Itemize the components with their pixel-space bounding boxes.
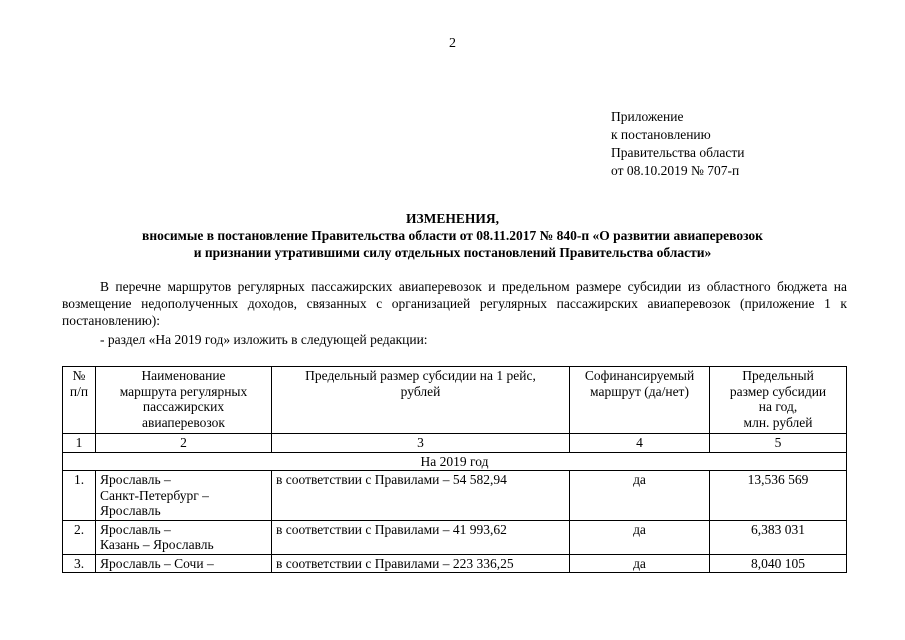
- table-row: [63, 471, 847, 521]
- row-subsidy: в соответствии с Правилами – 54 582,94: [272, 471, 570, 521]
- row-annual-subsidy: 13,536 569: [710, 471, 847, 521]
- row-route-text: Ярославль – Сочи –: [100, 555, 214, 571]
- row-annual-subsidy: 6,383 031: [710, 520, 847, 554]
- table-row: [63, 520, 847, 554]
- row-cofinanced: да: [570, 471, 710, 521]
- column-number: 2: [96, 434, 272, 453]
- header-subsidy-per-flight-text: Предельный размер субсидии на 1 рейс, рублей: [305, 368, 536, 399]
- table-header-row: [63, 367, 847, 434]
- row-subsidy: в соответствии с Правилами – 223 336,25: [272, 554, 570, 573]
- appendix-line: Правительства области: [611, 145, 745, 160]
- header-route-name-text: Наименование маршрута регулярных пассажирских авиаперевозок: [119, 368, 248, 430]
- row-cofinanced: да: [570, 554, 710, 573]
- row-route-text: Ярославль – Санкт-Петербург – Ярославль: [100, 472, 209, 518]
- section-label: На 2019 год: [63, 452, 847, 471]
- row-cofinanced: да: [570, 520, 710, 554]
- header-annual-subsidy-text: Предельный размер субсидии на год, млн. рублей: [729, 368, 827, 430]
- body-paragraph-2: - раздел «На 2019 год» изложить в следующей редакции:: [100, 332, 428, 347]
- row-number: 2.: [63, 520, 96, 554]
- header-number-text: № п/п: [69, 368, 89, 399]
- title-line-3: и признании утратившими силу отдельных постановлений Правительства области»: [193, 245, 712, 260]
- section-row: [63, 452, 847, 471]
- row-number: 3.: [63, 554, 96, 573]
- row-route: [96, 471, 272, 521]
- row-route-text: Ярославль – Казань – Ярославль: [100, 521, 214, 552]
- table-row: [63, 554, 847, 573]
- document-title: [0, 210, 905, 261]
- column-number: 4: [570, 434, 710, 453]
- appendix-line: Приложение: [611, 109, 684, 124]
- row-subsidy: в соответствии с Правилами – 41 993,62: [272, 520, 570, 554]
- title-line-1: ИЗМЕНЕНИЯ,: [405, 211, 499, 226]
- header-cofinanced: [570, 367, 710, 434]
- page-number: 2: [449, 36, 456, 51]
- routes-table: [62, 366, 847, 573]
- appendix-line: к постановлению: [611, 127, 711, 142]
- column-number: 3: [272, 434, 570, 453]
- row-number: 1.: [63, 471, 96, 521]
- body-paragraph-1-text: В перечне маршрутов регулярных пассажирских авиаперевозок и предельном размере субсидии из областного бюджета на возмещение недополученных доходов, связанных с организацией регулярных пассажирских авиаперевозок (приложение 1 к постановлению):: [62, 279, 847, 328]
- column-number: 1: [63, 434, 96, 453]
- header-subsidy-per-flight: [272, 367, 570, 434]
- row-route: [96, 554, 272, 573]
- title-line-2: вносимые в постановление Правительства области от 08.11.2017 № 840-п «О развитии авиаперевозок: [142, 228, 763, 243]
- row-annual-subsidy: 8,040 105: [710, 554, 847, 573]
- header-annual-subsidy: [710, 367, 847, 434]
- column-number: 5: [710, 434, 847, 453]
- column-number-row: [63, 434, 847, 453]
- header-number: [63, 367, 96, 434]
- row-route: [96, 520, 272, 554]
- header-cofinanced-text: Софинансируемый маршрут (да/нет): [584, 368, 695, 399]
- appendix-note: [611, 108, 744, 180]
- appendix-line: от 08.10.2019 № 707-п: [611, 163, 740, 178]
- header-route-name: [96, 367, 272, 434]
- body-paragraph-1: [62, 278, 847, 329]
